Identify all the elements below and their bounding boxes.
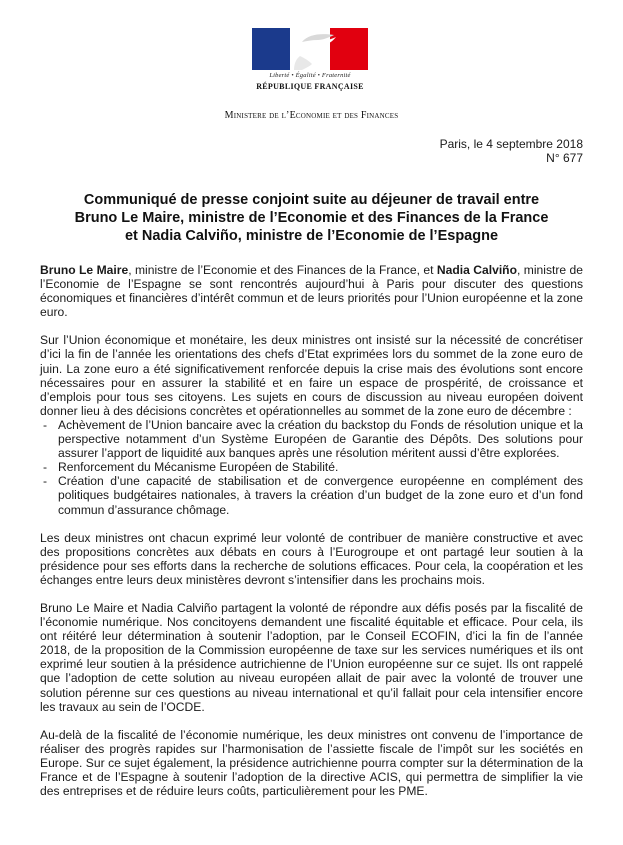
list-item: - Création d’une capacité de stabilisation et de convergence européenne en complément des politiques budgétaires nationales, à travers la création d’un budget de la zone euro et d’un fond commun d’assurance chômage. [40,474,583,516]
release-number: N° 677 [546,151,583,165]
ministry-name: Ministere de l’Economie et des Finances [224,110,399,121]
list-item: - Achèvement de l’Union bancaire avec la création du backstop du Fonds de résolution unique et la perspective notamment d’un Système Européen de Garantie des Dépôts. Des solutions pour assurer l’apport de liquidité aux banques après une résolution méritent aussi d’être explorées. [40,418,583,460]
press-release-body [40,263,583,812]
paragraph-digital-tax: Bruno Le Maire et Nadia Calviño partagent la volonté de répondre aux défis posés par la fiscalité de l’économie numérique. Nos concitoyens demandent une fiscalité équitable et efficace. Pour cela, ils ont réitéré leur détermination à soutenir l’adoption, par le Conseil ECOFIN, d’ici la fin de l’année 2018, de la proposition de la Commission européenne de taxe sur les services numériques et ils ont exprimé leur soutien à la présidence autrichienne de l’Union européenne sur ce sujet. Ils ont rappelé que l’adoption de cette solution au niveau européen allait de pair avec la volonté de trouver une solution pérenne sur ces questions au niveau international et qu’il fallait pour cela intensifier encore les travaux au sein de l’OCDE. [40,600,583,714]
title-line: Bruno Le Maire, ministre de l’Economie et des Finances de la France [74,210,549,226]
minister-name-es: Nadia Calviño [436,263,517,277]
dateline [440,137,583,165]
paragraph-eurogroup: Les deux ministres ont chacun exprimé leur volonté de contribuer de manière constructive et avec des propositions concrètes aux débats en cours à l’Eurogroupe et ont partagé leur soutien à la présidence pour ses efforts dans la recherche de solutions efficaces. Pour cela, la coopération et les échanges entre leurs deux ministères devront s’intensifier dans les prochains mois. [40,530,583,587]
place-date: Paris, le 4 septembre 2018 [439,137,583,151]
republic-motto: Liberté • Égalité • Fraternité [269,72,351,79]
intro-text: , ministre de l’Economie et des Finances de la France, et [128,263,437,277]
priority-list [40,418,583,517]
paragraph-corporate-tax: Au-delà de la fiscalité de l’économie numérique, les deux ministres ont convenu de l’importance de réaliser des progrès rapides sur l’harmonisation de l’assiette fiscale de l’impôt sur les sociétés en Europe. Sur ce sujet également, la présidence autrichienne pourra compter sur la détermination de la France et de l’Espagne à soutenir l’adoption de la directive ACIS, qui permettra de simplifier la vie des entreprises et de réduire leurs coûts, particulièrement pour les PME. [40,727,583,799]
paragraph-uem: Sur l’Union économique et monétaire, les deux ministres ont insisté sur la nécessité de concrétiser d’ici la fin de l’année les orientations des chefs d’Etat exprimées lors du sommet de la zone euro de juin. La zone euro a été significativement renforcée depuis la crise mais des évolutions sont encore nécessaires pour en assurer la stabilité et en faire un espace de prospérité, de croissance et d’emplois pour tous ses citoyens. Les sujets en cours de discussion au niveau européen doivent donner lieu à des décisions concrètes et opérationnelles au sommet de la zone euro de décembre : [40,333,583,418]
title-line: Communiqué de presse conjoint suite au déjeuner de travail entre [83,192,540,208]
list-item: - Renforcement du Mécanisme Européen de Stabilité. [40,460,583,474]
intro-paragraph [40,263,583,319]
minister-name-fr: Bruno Le Maire [40,263,129,277]
intro-text: , ministre de l’Economie de l’Espagne se sont rencontrés aujourd’hui à Paris pour discuter des questions économiques et financières d’intérêt commun et de leurs priorités pour l’Union européenne et la zone euro. [40,263,583,320]
republic-name: RÉPUBLIQUE FRANÇAISE [256,82,364,91]
title-line: et Nadia Calviño, ministre de l’Economie de l’Espagne [124,228,499,244]
press-release-title [40,191,583,245]
